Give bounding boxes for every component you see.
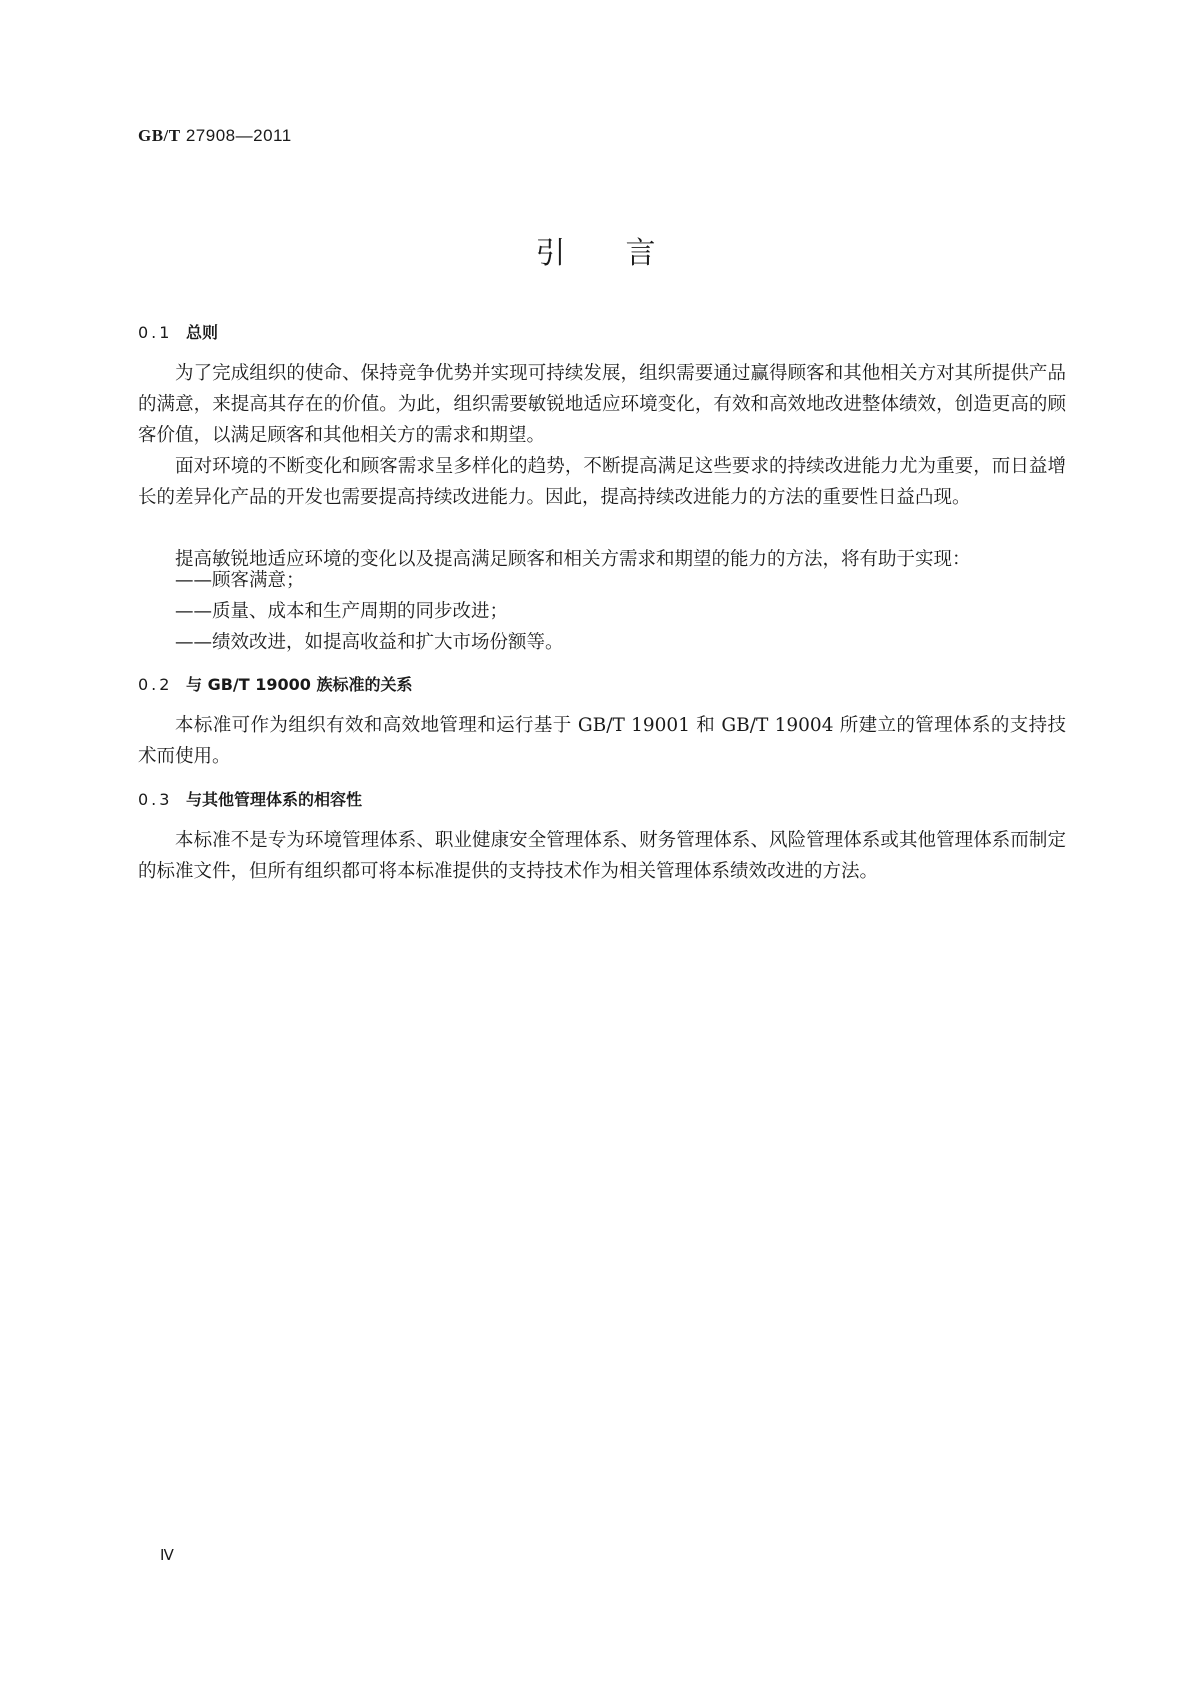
section-heading-0-3 [138,787,362,810]
section-number: 0.2 [138,675,173,694]
paragraph: 本标准不是专为环境管理体系、职业健康安全管理体系、财务管理体系、风险管理体系或其他管理体系而制定的标准文件，但所有组织都可将本标准提供的支持技术作为相关管理体系绩效改进的方法。 [138,830,1066,882]
document-code [138,126,292,146]
section-title: 与 GB/T 19000 族标准的关系 [186,675,413,694]
section-heading-0-1 [138,320,218,343]
paragraph: 面对环境的不断变化和顾客需求呈多样化的趋势，不断提高满足这些要求的持续改进能力尤为重要，而日益增长的差异化产品的开发也需要提高持续改进能力。因此，提高持续改进能力的方法的重要性日益凸现。 [138,456,1066,508]
page-number: Ⅳ [160,1548,174,1564]
page-title: 引言 [535,236,716,271]
paragraph: 本标准可作为组织有效和高效地管理和运行基于 GB/T 19001 和 GB/T 19004 所建立的管理体系的支持技术而使用。 [138,715,1066,767]
document-code-prefix: GB/T [138,126,181,145]
document-code-number: 27908—2011 [180,126,292,145]
list-item: ——顾客满意； [175,570,305,591]
section-title: 总则 [186,323,219,342]
section-heading-0-2 [138,672,412,695]
list-item: ——质量、成本和生产周期的同步改进； [175,601,509,622]
section-title: 与其他管理体系的相容性 [186,790,363,809]
paragraph: 提高敏锐地适应环境的变化以及提高满足顾客和相关方需求和期望的能力的方法，将有助于实现： [175,549,971,570]
paragraph: 为了完成组织的使命、保持竞争优势并实现可持续发展，组织需要通过赢得顾客和其他相关方对其所提供产品的满意，来提高其存在的价值。为此，组织需要敏锐地适应环境变化，有效和高效地改进整体绩效，创造更高的顾客价值，以满足顾客和其他相关方的需求和期望。 [138,363,1066,446]
section-number: 0.3 [138,790,173,809]
section-number: 0.1 [138,323,173,342]
list-item: ——绩效改进，如提高收益和扩大市场份额等。 [175,632,564,653]
